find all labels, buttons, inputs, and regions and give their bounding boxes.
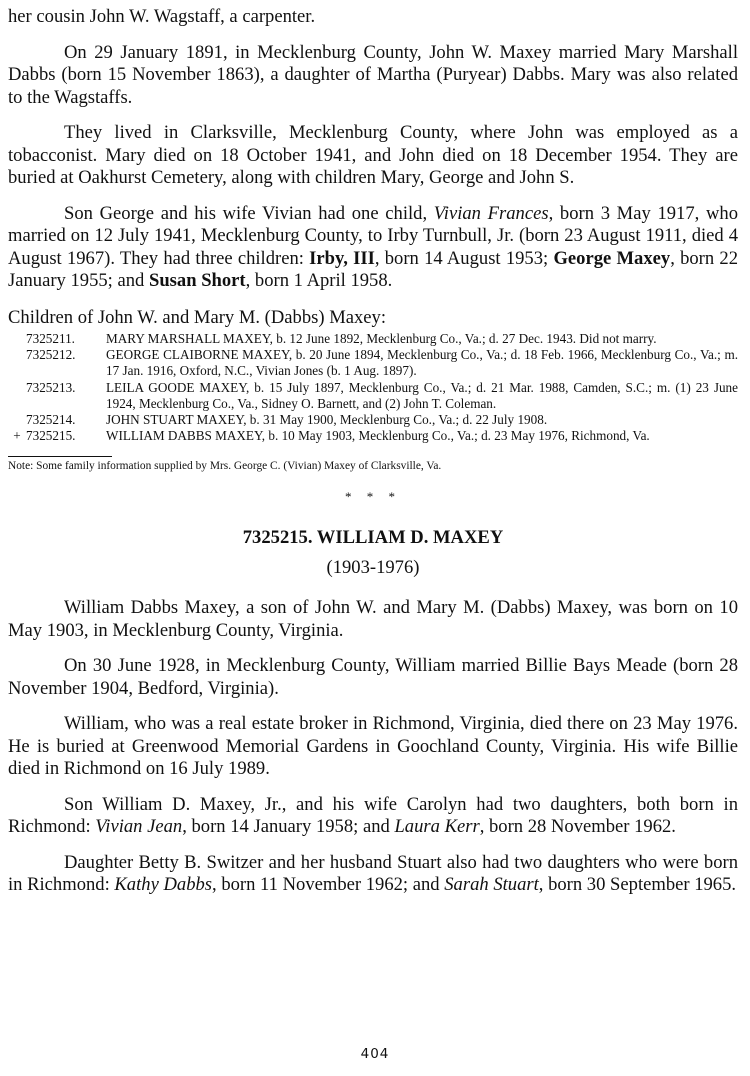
text-run: , born 14 January 1958; and xyxy=(182,816,395,838)
note-divider xyxy=(8,456,112,457)
bold-name: Irby, III xyxy=(309,247,375,269)
paragraph-death: William, who was a real estate broker in Richmond, Virginia, died there on 23 May 1976. He is buried at Greenwood Memorial Gardens in Goochland County, Virginia. His wife Billie died in Richmond on 16 July 1989. xyxy=(8,713,738,780)
text-run: , born 30 September 1965. xyxy=(538,874,737,896)
continued-line-marker: + xyxy=(13,428,21,444)
text-run: Son William D. Maxey, Jr., and his wife Carolyn had two daughters, both born in Richmond: xyxy=(8,793,738,838)
life-years: (1903-1976) xyxy=(326,557,420,579)
text-run: , born 22 January 1955; and xyxy=(8,247,738,291)
text-run: , born 11 November 1962; and xyxy=(212,874,445,896)
page-number: 404 xyxy=(360,1046,390,1062)
paragraph-son-george xyxy=(8,203,738,293)
text-run: , born 14 August 1953; xyxy=(374,247,554,269)
text-run: , born 28 November 1962. xyxy=(479,816,676,838)
italic-name: Vivian Jean xyxy=(95,816,183,838)
child-text: JOHN STUART MAXEY, b. 31 May 1900, Mecklenburg Co., Va.; d. 22 July 1908. xyxy=(106,412,548,428)
section-body xyxy=(8,597,738,897)
child-text: WILLIAM DABBS MAXEY, b. 10 May 1903, Mecklenburg Co., Va.; d. 23 May 1976, Richmond, Va. xyxy=(106,428,650,444)
paragraph-residence: They lived in Clarksville, Mecklenburg County, where John was employed as a tobacconist. Mary died on 18 October 1941, and John died on 18 December 1954. They are buried at Oakhurst Cemetery, along with children Mary, George and John S. xyxy=(8,122,738,188)
child-number: 7325214. xyxy=(26,412,76,428)
children-list xyxy=(8,331,738,444)
paragraph-son-william xyxy=(8,794,738,839)
text-run: Daughter Betty B. Switzer and her husband Stuart also had two daughters who were born in Richmond: xyxy=(8,851,738,896)
italic-name: Laura Kerr xyxy=(394,816,480,838)
child-number: 7325215. xyxy=(26,428,76,444)
child-text: MARY MARSHALL MAXEY, b. 12 June 1892, Mecklenburg Co., Va.; d. 27 Dec. 1943. Did not marry. xyxy=(106,331,657,346)
child-number: 7325211. xyxy=(26,331,75,346)
section-title: 7325215. WILLIAM D. MAXEY xyxy=(242,527,504,549)
italic-name: Sarah Stuart xyxy=(444,874,539,896)
paragraph-continuation: her cousin John W. Wagstaff, a carpenter. xyxy=(8,6,316,27)
child-entry xyxy=(8,347,738,379)
paragraph-marriage: On 29 January 1891, in Mecklenburg County, John W. Maxey married Mary Marshall Dabbs (born 15 November 1863), a daughter of Martha (Puryear) Dabbs. Mary was also related to the Wagstaffs. xyxy=(8,41,738,108)
child-number: 7325212. xyxy=(26,347,76,363)
italic-name: Vivian Frances xyxy=(433,202,549,224)
text-run: , born 1 April 1958. xyxy=(245,270,393,291)
text-run: Son George and his wife Vivian had one child, xyxy=(64,202,434,224)
child-entry xyxy=(8,380,738,412)
child-text: LEILA GOODE MAXEY, b. 15 July 1897, Mecklenburg Co., Va.; d. 21 Mar. 1988, Camden, S.C.; m. (1) 23 June 1924, Mecklenburg Co., Va., Sidney O. Barnett, and (2) John T. Coleman. xyxy=(106,379,738,411)
italic-name: Kathy Dabbs xyxy=(114,874,213,896)
document-page xyxy=(8,6,738,897)
child-text: GEORGE CLAIBORNE MAXEY, b. 20 June 1894, Mecklenburg Co., Va.; d. 18 Feb. 1966, Mecklenburg Co., Va.; m. 17 Jan. 1916, Oxford, N.C., Vivian Jones (b. 1 Aug. 1897). xyxy=(106,347,738,379)
paragraph-marriage-william: On 30 June 1928, in Mecklenburg County, William married Billie Bays Meade (born 28 November 1904, Bedford, Virginia). xyxy=(8,655,738,699)
paragraph-birth: William Dabbs Maxey, a son of John W. and Mary M. (Dabbs) Maxey, was born on 10 May 1903, in Mecklenburg County, Virginia. xyxy=(8,597,738,641)
text-run: , born 3 May 1917, who married on 12 July 1941, Mecklenburg County, to Irby Turnbull, Jr. (born 23 August 1911, died 4 August 1967). They had three children: xyxy=(8,202,738,269)
child-entry xyxy=(8,331,738,347)
source-note: Note: Some family information supplied by Mrs. George C. (Vivian) Maxey of Clarksville, Va. xyxy=(8,460,442,473)
paragraph-daughter-betty xyxy=(8,852,738,897)
child-entry xyxy=(8,412,738,428)
child-number: 7325213. xyxy=(26,379,76,395)
children-heading: Children of John W. and Mary M. (Dabbs) Maxey: xyxy=(8,306,387,328)
child-entry xyxy=(8,428,738,444)
section-separator: * * * xyxy=(345,489,401,505)
bold-name: Susan Short xyxy=(148,270,246,291)
bold-name: George Maxey xyxy=(553,247,671,269)
